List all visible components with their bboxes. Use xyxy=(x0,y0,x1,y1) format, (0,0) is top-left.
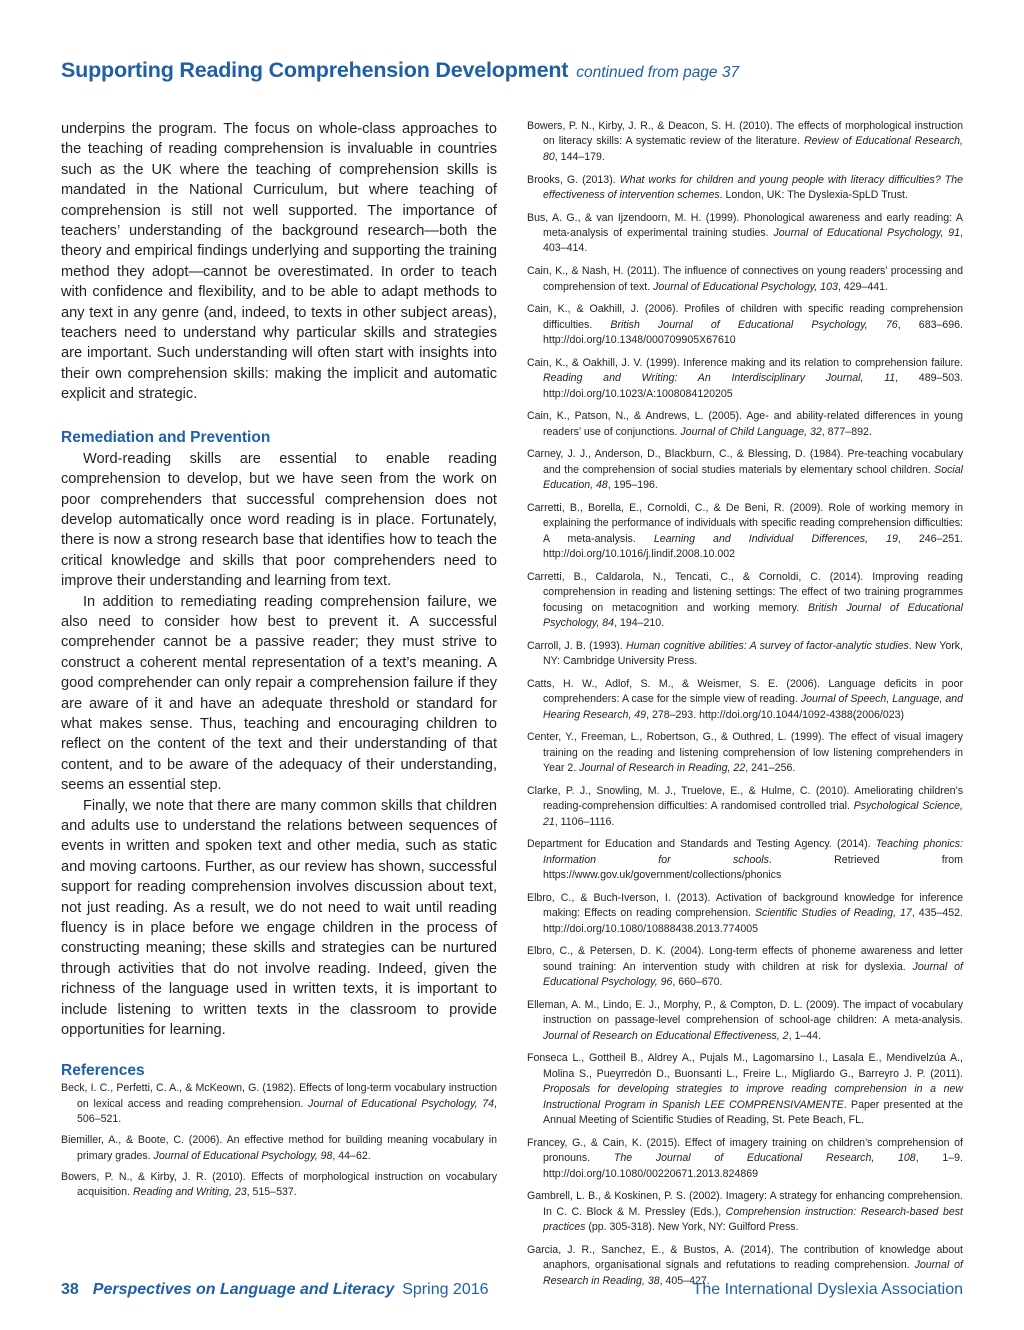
reference-entry xyxy=(527,302,963,348)
reference-source: Journal of Educational Psychology, 74 xyxy=(308,1097,495,1110)
reference-details: , 683–696. http://doi.org/10.1348/000709905X67610 xyxy=(543,318,963,347)
reference-details: . Paper presented at the Annual Meeting of Scientific Studies of Reading, St. Pete Beach, FL. xyxy=(543,1098,964,1127)
reference-details: , 515–537. xyxy=(246,1185,297,1198)
reference-text: Beck, I. C., Perfetti, C. A., & McKeown, G. (1982). Effects of long-term vocabulary instruction on lexical access and reading comprehension. xyxy=(61,1082,497,1110)
reference-source: Journal of Educational Psychology, 103 xyxy=(653,280,838,293)
reference-source: Teaching phonics: Information for schools xyxy=(543,838,963,866)
reference-text: Carretti, B., Caldarola, N., Tencati, C., & Cornoldi, C. (2014). Improving reading comprehension in reading and listening settings: The effect of two training programmes focusing on metacognition and working memory. xyxy=(527,570,963,614)
reference-text: Biemiller, A., & Boote, C. (2006). An effective method for building meaning vocabulary in primary grades. xyxy=(61,1134,497,1162)
reference-source: Journal of Research in Reading, 38 xyxy=(543,1259,963,1287)
reference-details: , 195–196. xyxy=(607,479,658,492)
reference-text: Catts, H. W., Adlof, S. M., & Weismer, S. E. (2006). Language deficits in poor comprehenders: A case for the simple view of reading. xyxy=(527,677,963,706)
issue-season: Spring 2016 xyxy=(402,1281,489,1298)
reference-entry xyxy=(527,944,963,990)
article-title: Supporting Reading Comprehension Development xyxy=(61,58,569,82)
reference-source: Journal of Speech, Language, and Hearing Research, 49 xyxy=(543,693,964,721)
reference-details: , 44–62. xyxy=(332,1149,371,1162)
left-column xyxy=(61,119,497,1206)
reference-text: Carney, J. J., Anderson, D., Blackburn, C., & Blessing, D. (1984). Pre-teaching vocabulary and the comprehension of social studies materials by elementary school children. xyxy=(527,448,963,476)
reference-text: Department for Education and Standards and Testing Agency. (2014). xyxy=(527,838,876,851)
reference-text: Fonseca L., Gottheil B., Aldrey A., Pujals M., Lagomarsino I., Lasala E., Mendivelzúa A., Molina S., Pueyrredón D., Buonsanti L., Freire L., Migliardo G., Barreyro J. P. (2011). xyxy=(527,1052,963,1080)
reference-text: Garcia, J. R., Sanchez, E., & Bustos, A. (2014). The contribution of knowledge about anaphors, organisational signals and refutations to reading comprehension. xyxy=(527,1243,963,1272)
reference-details: , 429–441. xyxy=(837,280,888,293)
reference-details: , 403–414. xyxy=(543,227,963,255)
reference-entry xyxy=(527,998,963,1044)
reference-entry xyxy=(527,409,963,440)
reference-text: Gambrell, L. B., & Koskinen, P. S. (2002). Imagery: A strategy for enhancing comprehension. In C. C. Block & M. Pressley (Eds.), xyxy=(527,1190,963,1218)
reference-entry xyxy=(527,447,963,493)
reference-text: Carroll, J. B. (1993). xyxy=(527,639,627,652)
reference-details: , 241–256. xyxy=(745,762,796,775)
page-footer xyxy=(61,1281,963,1303)
reference-text: Brooks, G. (2013). xyxy=(527,173,620,186)
body-paragraph: Finally, we note that there are many common skills that children and adults use to understand the relations between sequences of events in written and spoken text and other media, such as static and moving cartoons. Further, as our review has shown, successful support for reading comprehension involves discussion about text, not just reading. As a result, we do not need to wait until reading fluency is in place before we engage children in the process of constructing meaning; these skills and strategies can be nurtured through activities that do not involve reading. Indeed, given the richness of the language used in written texts, it is important to include listening to written texts in the classroom to provide opportunities for learning. xyxy=(61,797,497,1039)
reference-text: Elleman, A. M., Lindo, E. J., Morphy, P., & Compton, D. L. (2009). The impact of vocabulary instruction on passage-level comprehension of school-age children: A meta-analysis. xyxy=(527,998,963,1027)
reference-entry xyxy=(527,677,963,723)
continued-note: continued from page 37 xyxy=(576,64,740,81)
reference-text: Elbro, C., & Petersen, D. K. (2004). Long-term effects of phoneme awareness and letter sound training: An intervention study with children at risk for dyslexia. xyxy=(527,945,963,973)
reference-source: Comprehension instruction: Research-based best practices xyxy=(543,1205,963,1234)
reference-source: Reading and Writing, 23 xyxy=(132,1185,247,1198)
reference-details: , 1–9. http://doi.org/10.1080/00220671.2013.824869 xyxy=(543,1152,964,1180)
references-heading: References xyxy=(61,1062,145,1080)
reference-entry xyxy=(527,784,963,830)
reference-source: British Journal of Educational Psychology, 76 xyxy=(610,318,898,331)
reference-source: Social Education, 48 xyxy=(543,463,963,492)
reference-text: Carretti, B., Borella, E., Cornoldi, C., & De Beni, R. (2009). Role of working memory in explaining the performance of individuals with specific reading comprehension difficulties: A meta-analysis. xyxy=(527,501,963,545)
publisher-name: The International Dyslexia Association xyxy=(692,1281,963,1298)
reference-entry xyxy=(527,837,963,883)
body-paragraph: In addition to remediating reading comprehension failure, we also need to consider how best to prevent it. A successful comprehender cannot be a passive reader; they must strive to construct a coherent mental representation of a text’s meaning. A good comprehender can only repair a comprehension failure if they are aware of it and have an adequate threshold or standard for what makes sense. Thus, teaching and encouraging children to reflect on the content of the text and their understanding of that content, and to be aware of the adequacy of their understanding, seems an essential step. xyxy=(61,593,497,794)
right-column xyxy=(527,119,963,1296)
footer-left xyxy=(61,1281,489,1299)
reference-text: Bus, A. G., & van Ijzendoorn, M. H. (1999). Phonological awareness and early reading: A meta-analysis of experimental training studies. xyxy=(527,211,963,240)
page-header xyxy=(61,58,961,83)
reference-source: Human cognitive abilities: A survey of factor-analytic studies xyxy=(626,639,909,652)
reference-entry xyxy=(527,501,963,563)
reference-details: , 1–44. xyxy=(788,1029,821,1042)
reference-text: Francey, G., & Cain, K. (2015). Effect of imagery training on children’s comprehension of pronouns. xyxy=(527,1136,963,1165)
reference-source: Journal of Educational Psychology, 91 xyxy=(773,227,961,240)
body-paragraph: underpins the program. The focus on whole-class approaches to the teaching of reading comprehension is invaluable in countries such as the UK where the teaching of comprehension skills is mandated in the National Curriculum, but where teaching of comprehension is still not well supported. The importance of teachers’ understanding of the background research—both the theory and empirical findings underlying and supporting the training method they adopt—cannot be overestimated. In order to teach with confidence and flexibility, and to be able to adapt methods to any text in any genre (and, indeed, to texts in other subject areas), teachers need to understand why particular skills and strategies are important. Such understanding will often start with insights into their own comprehension skills: making the implicit and automatic explicit and strategic. xyxy=(61,121,497,403)
reference-details: , 660–670. xyxy=(672,976,723,989)
reference-details: . New York, NY: Cambridge University Press. xyxy=(543,639,963,668)
reference-entry xyxy=(61,1170,497,1201)
reference-text: Bowers, P. N., & Kirby, J. R. (2010). Effects of morphological instruction on vocabulary acquisition. xyxy=(61,1170,497,1198)
reference-entry xyxy=(527,173,963,204)
reference-source: Scientific Studies of Reading, 17 xyxy=(754,907,912,920)
reference-source: The Journal of Educational Research, 108 xyxy=(613,1152,916,1165)
reference-entry xyxy=(61,1133,497,1164)
reference-source: Journal of Educational Psychology, 96 xyxy=(543,960,963,989)
reference-entry xyxy=(527,639,963,670)
reference-source: Journal of Child Language, 32 xyxy=(680,425,822,438)
reference-entry xyxy=(527,211,963,257)
reference-source: Review of Educational Research, 80 xyxy=(543,135,964,163)
reference-text: Elbro, C., & Buch-Iverson, I. (2013). Activation of background knowledge for inference making: Effects on reading comprehension. xyxy=(527,891,963,920)
reference-entry xyxy=(527,1136,963,1182)
reference-text: Bowers, P. N., Kirby, J. R., & Deacon, S. H. (2010). The effects of morphological instruction on literacy skills: A systematic review of the literature. xyxy=(527,120,963,148)
reference-details: . Retrieved from https://www.gov.uk/government/collections/phonics xyxy=(543,853,963,882)
reference-details: , 405–427. xyxy=(659,1274,710,1287)
reference-entry xyxy=(527,730,963,776)
reference-source: Journal of Research on Educational Effectiveness, 2 xyxy=(543,1029,789,1042)
reference-list-right xyxy=(527,119,963,1289)
section-heading: Remediation and Prevention xyxy=(61,428,271,446)
reference-entry xyxy=(527,1189,963,1235)
reference-details: , 1106–1116. xyxy=(554,815,615,828)
reference-text: Clarke, P. J., Snowling, M. J., Truelove, E., & Hulme, C. (2010). Ameliorating children’s reading-comprehension difficulties: A randomised controlled trial. xyxy=(527,784,963,813)
reference-source: Journal of Educational Psychology, 98 xyxy=(153,1149,333,1162)
reference-details: , 144–179. xyxy=(554,150,605,163)
reference-entry xyxy=(527,264,963,295)
reference-details: , 194–210. xyxy=(614,617,665,630)
reference-text: Cain, K., Patson, N., & Andrews, L. (2005). Age- and ability-related differences in young readers’ use of conjunctions. xyxy=(527,410,963,438)
reference-details: (pp. 305-318). New York, NY: Guilford Press. xyxy=(585,1221,799,1234)
reference-text: Cain, K., & Nash, H. (2011). The influence of connectives on young readers’ processing and comprehension of text. xyxy=(527,265,963,293)
reference-entry xyxy=(527,891,963,937)
reference-entry xyxy=(61,1081,497,1127)
reference-details: , 877–892. xyxy=(821,425,872,438)
reference-source: Journal of Research in Reading, 22 xyxy=(579,762,746,775)
reference-source: Reading and Writing: An Interdisciplinary Journal, 11 xyxy=(543,372,896,385)
reference-list-left xyxy=(61,1081,497,1200)
reference-source: Psychological Science, 21 xyxy=(543,800,963,828)
reference-details: , 246–251. http://doi.org/10.1016/j.lindif.2008.10.002 xyxy=(543,532,964,561)
reference-entry xyxy=(527,570,963,632)
reference-details: . London, UK: The Dyslexia-SpLD Trust. xyxy=(719,188,908,201)
reference-entry xyxy=(527,356,963,402)
reference-details: , 506–521. xyxy=(77,1097,497,1126)
reference-text: Cain, K., & Oakhill, J. V. (1999). Inference making and its relation to comprehension failure. xyxy=(527,356,963,369)
reference-details: , 435–452. http://doi.org/10.1080/10888438.2013.774005 xyxy=(543,907,963,935)
body-paragraph: Word-reading skills are essential to enable reading comprehension to develop, but we have seen from the work on poor comprehenders that successful comprehension does not develop automatically once word reading is in place. Fortunately, there is now a strong research base that identifies how to teach the critical knowledge and skills that poor comprehenders need to improve their understanding and learning from text. xyxy=(61,450,497,590)
reference-text: Cain, K., & Oakhill, J. (2006). Profiles of children with specific reading comprehension difficulties. xyxy=(527,303,963,331)
page-number: 38 xyxy=(61,1281,79,1298)
reference-entry xyxy=(527,1051,963,1128)
reference-source: Proposals for developing strategies to improve reading comprehension in a new Instructional Program in Spanish LEE COMPRENSIVAMENTE xyxy=(543,1083,963,1111)
journal-name: Perspectives on Language and Literacy xyxy=(92,1281,395,1298)
reference-details: , 489–503. http://doi.org/10.1023/A:1008084120205 xyxy=(543,372,963,400)
reference-text: Center, Y., Freeman, L., Robertson, G., & Outhred, L. (1999). The effect of visual imagery training on the reading and listening comprehension of low listening comprehenders in Year 2. xyxy=(527,731,963,775)
reference-source: Learning and Individual Differences, 19 xyxy=(653,532,898,545)
reference-entry xyxy=(527,119,963,165)
reference-details: , 278–293. http://doi.org/10.1044/1092-4388(2006/023) xyxy=(646,708,905,721)
reference-source: British Journal of Educational Psychology, 84 xyxy=(543,601,963,630)
reference-source: What works for children and young people with literacy difficulties? The effectiveness of intervention schemes xyxy=(543,173,963,201)
